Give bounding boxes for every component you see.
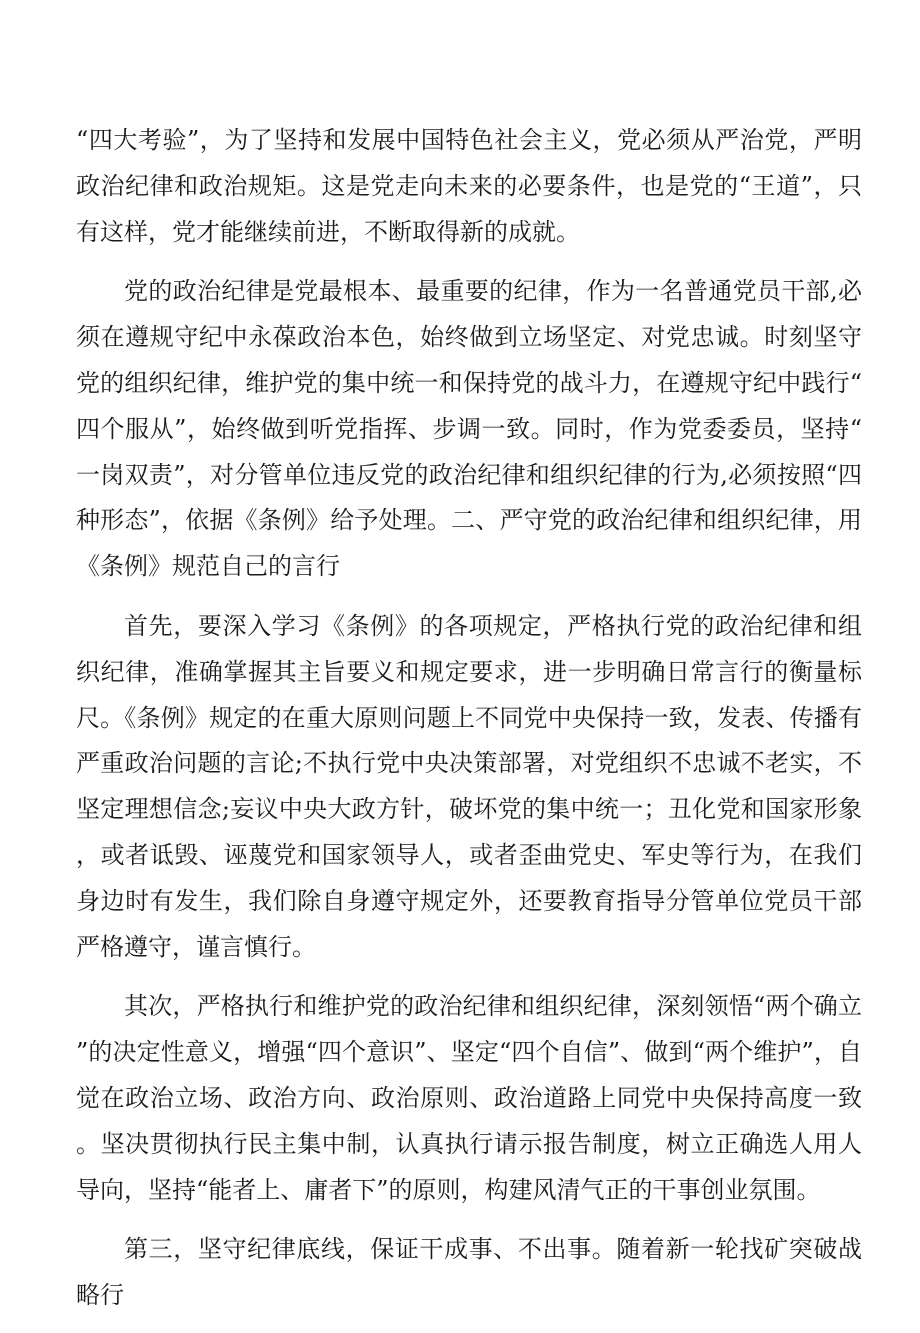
- paragraph-political-discipline: 党的政治纪律是党最根本、最重要的纪律，作为一名普通党员干部,必须在遵规守纪中永葆政治本色，始终做到立场坚定、对党忠诚。时刻坚守党的组织纪律，维护党的集中统一和保持党的战斗力，在遵规守纪中践行“四个服从”，始终做到听党指挥、步调一致。同时，作为党委委员，坚持“一岗双责”，对分管单位违反党的政治纪律和组织纪律的行为,必须按照“四种形态”，依据《条例》给予处理。二、严守党的政治纪律和组织纪律，用《条例》规范自己的言行: [76, 277, 862, 581]
- paragraph-third: 第三，坚守纪律底线，保证干成事、不出事。随着新一轮找矿突破战略行: [76, 1235, 862, 1310]
- paragraph-first: 首先，要深入学习《条例》的各项规定，严格执行党的政治纪律和组织纪律，准确掌握其主旨要义和规定要求，进一步明确日常言行的衡量标尺。《条例》规定的在重大原则问题上不同党中央保持一致，发表、传播有严重政治问题的言论;不执行党中央决策部署，对党组织不忠诚不老实，不坚定理想信念;妄议中央大政方针，破坏党的集中统一；丑化党和国家形象，或者诋毁、诬蔑党和国家领导人，或者歪曲党史、军史等行为，在我们身边时有发生，我们除自身遵守规定外，还要教育指导分管单位党员干部严格遵守，谨言慎行。: [76, 611, 862, 961]
- paragraph-second: 其次，严格执行和维护党的政治纪律和组织纪律，深刻领悟“两个确立”的决定性意义，增强“四个意识”、坚定“四个自信”、做到“两个维护”，自觉在政治立场、政治方向、政治原则、政治道路上同党中央保持高度一致。坚决贯彻执行民主集中制，认真执行请示报告制度，树立正确选人用人导向，坚持“能者上、庸者下”的原则，构建风清气正的干事创业氛围。: [76, 992, 862, 1204]
- paragraph-continuation: “四大考验”，为了坚持和发展中国特色社会主义，党必须从严治党，严明政治纪律和政治规矩。这是党走向未来的必要条件，也是党的“王道”，只有这样，党才能继续前进，不断取得新的成就。: [76, 126, 862, 246]
- document-body: [76, 118, 862, 1333]
